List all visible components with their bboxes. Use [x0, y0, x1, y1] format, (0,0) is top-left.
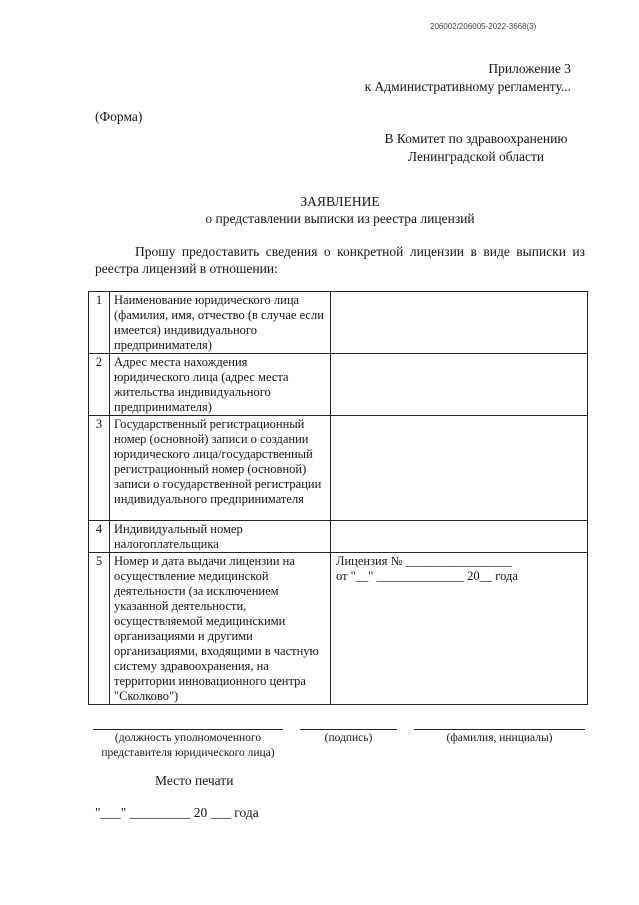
row-value-field[interactable]	[331, 416, 588, 521]
license-number-line: Лицензия № _________________	[336, 554, 512, 568]
addressee-line-2: Ленинградской области	[407, 149, 545, 164]
row-label: Государственный регистрационный номер (основной) записи о создании юридического лица/государственный регистрационный номер (основной) записи о государственной регистрации индивидуального предпринимателя	[110, 416, 331, 521]
name-signature-line[interactable]	[414, 729, 585, 730]
appendix-note	[365, 60, 571, 96]
table-row	[89, 521, 588, 553]
date-line[interactable]: "___" _________ 20 ___ года	[95, 805, 259, 820]
license-date-line: от "__" ______________ 20__ года	[336, 569, 518, 583]
form-label: (Форма)	[95, 109, 143, 124]
row-value-field[interactable]	[331, 292, 588, 354]
position-signature-line[interactable]	[93, 729, 283, 730]
addressee	[365, 130, 587, 166]
addressee-line-1: В Комитет по здравоохранению	[384, 131, 568, 146]
signature-caption: (подпись)	[324, 732, 373, 744]
license-value-field[interactable]	[331, 553, 588, 705]
table-row	[89, 416, 588, 521]
document-id: 206002/206005-2022-3668(3)	[430, 22, 537, 31]
appendix-line-1: Приложение 3	[488, 61, 571, 76]
row-value-field[interactable]	[331, 521, 588, 553]
row-label: Индивидуальный номер налогоплательщика	[110, 521, 331, 553]
table-row	[89, 354, 588, 416]
stamp-place: Место печати	[155, 773, 234, 788]
table-row	[89, 553, 588, 705]
request-text: Прошу предоставить сведения о конкретной лицензии в виде выписки из реестра лицензий в отношении:	[95, 244, 585, 276]
data-table	[88, 291, 588, 705]
position-caption: (должность уполномоченного представителя юридического лица)	[101, 732, 275, 759]
row-number: 1	[89, 292, 110, 354]
row-value-field[interactable]	[331, 354, 588, 416]
row-number: 2	[89, 354, 110, 416]
title-sub: о представлении выписки из реестра лицензий	[205, 211, 475, 226]
name-caption: (фамилия, инициалы)	[446, 732, 553, 744]
row-label: Наименование юридического лица (фамилия, имя, отчество (в случае если имеется) индивидуального предпринимателя)	[110, 292, 331, 354]
signature-line[interactable]	[300, 729, 397, 730]
table-row	[89, 292, 588, 354]
row-label: Номер и дата выдачи лицензии на осуществление медицинской деятельности (за исключением указанной деятельности, осуществляемой медицинскими организациями и другими организациями, входящими в частную систему здравоохранения, на территории инновационного центра "Сколково")	[110, 553, 331, 705]
appendix-line-2: к Административному регламенту...	[364, 79, 571, 94]
row-number: 5	[89, 553, 110, 705]
row-label: Адрес места нахождения юридического лица (адрес места жительства индивидуального предпринимателя)	[110, 354, 331, 416]
row-number: 3	[89, 416, 110, 521]
row-number: 4	[89, 521, 110, 553]
document-title	[95, 193, 585, 227]
title-main: ЗАЯВЛЕНИЕ	[300, 194, 380, 209]
